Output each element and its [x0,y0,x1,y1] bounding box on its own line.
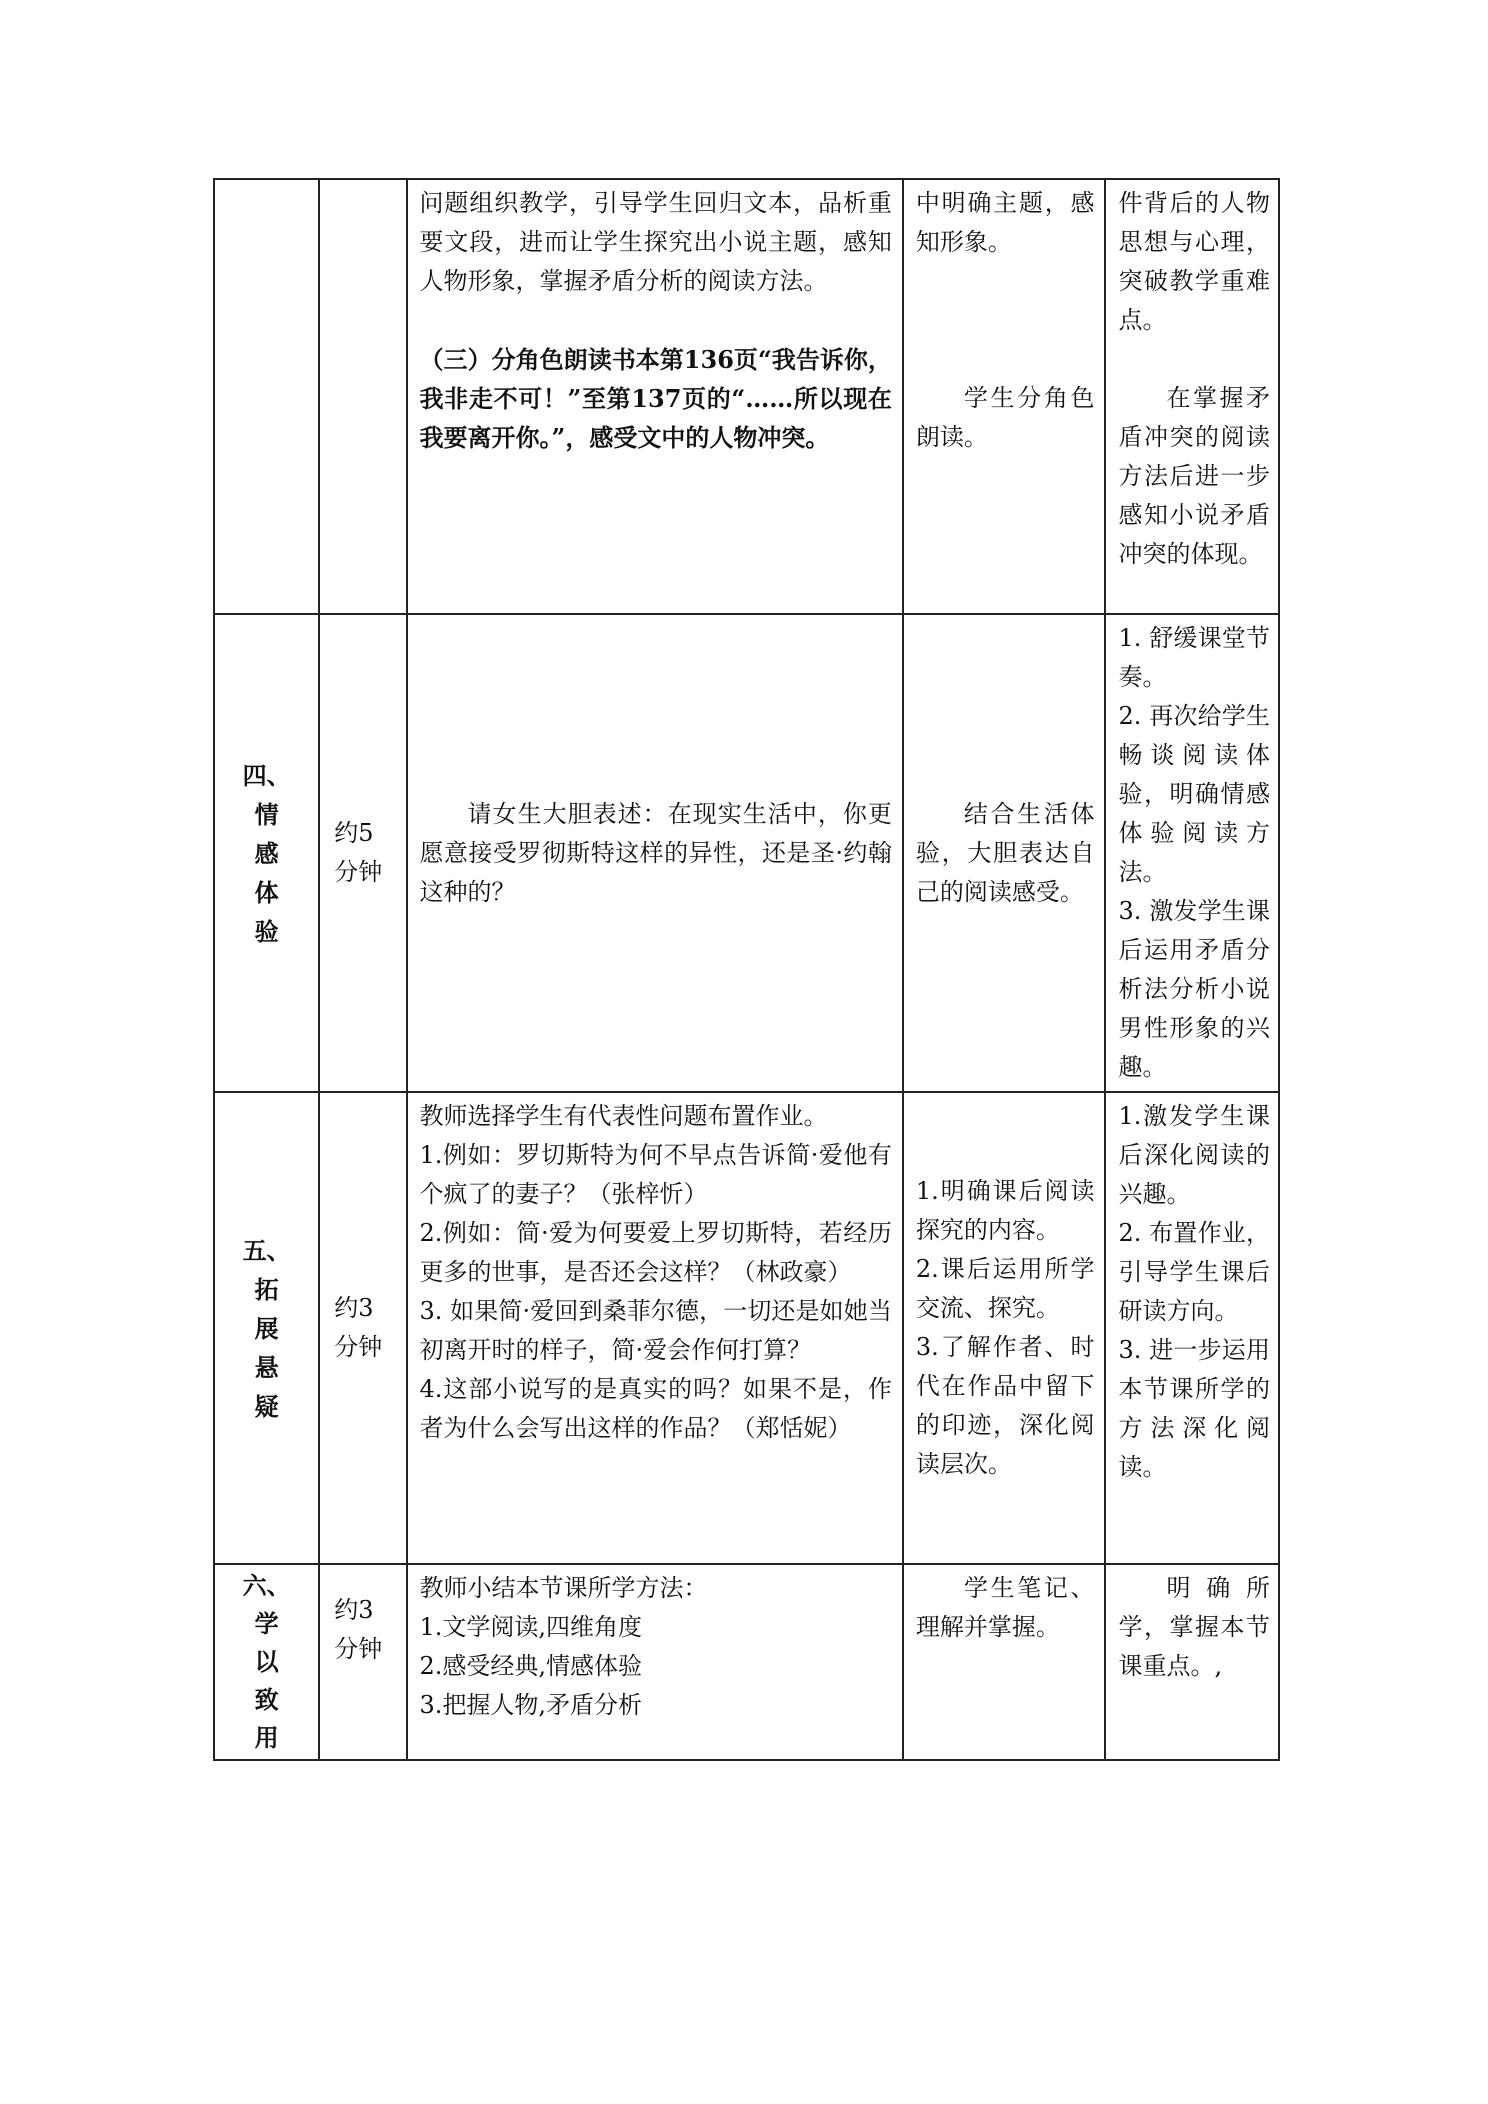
time-cell [319,179,406,614]
design-intent-cell [1105,1564,1279,1760]
table-row [214,614,1279,1092]
table-row [214,1564,1279,1760]
stage-char: 五、 [242,1235,291,1265]
intent-text: 在掌握矛盾冲突的阅读方法后进一步感知小说矛盾冲突的体现。 [1118,384,1270,568]
stage-cell [214,179,319,614]
teacher-text: （三）分角色朗读书本第136页“我告诉你，我非走不可！”至第137页的“……所以现在我要离开你。”，感受文中的人物冲突。 [419,345,892,452]
stage-char: 情 [254,799,279,829]
stage-char: 四、 [242,760,291,790]
teacher-activity-cell [407,179,903,614]
teacher-activity-cell [407,1564,903,1760]
time-text: 约3分钟 [334,1596,383,1663]
stage-char: 致 [254,1685,279,1714]
teacher-activity-cell [407,614,903,1092]
teacher-text: 3.把握人物,矛盾分析 [419,1691,643,1719]
stage-char: 六、 [242,1571,291,1600]
time-cell [319,1564,406,1760]
table-row [214,179,1279,614]
teacher-activity-cell [407,1092,903,1564]
intent-text: 3. 进一步运用本节课所学的方法深化阅读。 [1118,1336,1270,1481]
stage-char: 学 [254,1609,279,1638]
intent-text: 件背后的人物思想与心理，突破教学重难点。 [1118,189,1270,334]
stage-char: 体 [254,877,279,907]
student-text: 学生笔记、理解并掌握。 [915,1574,1095,1641]
intent-text: 2. 再次给学生畅谈阅读体验，明确情感体验阅读方法。 [1118,702,1270,886]
stage-char: 感 [254,838,279,868]
teacher-text: 2.感受经典,情感体验 [419,1652,643,1680]
stage-char: 以 [254,1647,279,1676]
teacher-text: 问题组织教学，引导学生回归文本，品析重要文段，进而让学生探究出小说主题，感知人物形象，掌握矛盾分析的阅读方法。 [419,189,892,295]
lesson-plan-table [213,178,1280,1761]
time-text: 约3分钟 [334,1294,383,1361]
teacher-text: 教师小结本节课所学方法： [419,1574,708,1602]
student-text: 中明确主题，感知形象。 [915,189,1095,256]
student-text: 2.课后运用所学交流、探究。 [915,1255,1095,1322]
time-cell [319,614,406,1092]
teacher-text: 1.例如：罗切斯特为何不早点告诉简·爱他有个疯了的妻子？（张梓忻） [419,1141,892,1208]
teacher-text: 4.这部小说写的是真实的吗？如果不是，作者为什么会写出这样的作品？（郑恬妮） [419,1375,892,1442]
stage-char: 用 [254,1723,279,1752]
student-text: 学生分角色朗读。 [915,384,1095,451]
time-cell [319,1092,406,1564]
teacher-text: 教师选择学生有代表性问题布置作业。 [419,1102,828,1130]
intent-text: 2. 布置作业，引导学生课后研读方向。 [1118,1219,1270,1325]
stage-cell [214,1092,319,1564]
time-text: 约5分钟 [334,819,383,886]
intent-text: 3. 激发学生课后运用矛盾分析法分析小说男性形象的兴趣。 [1118,897,1270,1081]
student-activity-cell [903,179,1106,614]
student-text: 3.了解作者、时代在作品中留下的印迹，深化阅读层次。 [915,1333,1095,1478]
intent-text: 1. 舒缓课堂节奏。 [1118,624,1270,691]
student-text: 1.明确课后阅读探究的内容。 [915,1177,1095,1244]
design-intent-cell [1105,1092,1279,1564]
stage-char: 拓 [254,1274,279,1304]
intent-text: 1.激发学生课后深化阅读的兴趣。 [1118,1102,1270,1208]
stage-char: 验 [254,916,279,946]
stage-char: 疑 [254,1391,279,1421]
table-row [214,1092,1279,1564]
stage-cell [214,614,319,1092]
stage-char: 悬 [254,1352,279,1382]
teacher-text: 1.文学阅读,四维角度 [419,1613,643,1641]
design-intent-cell [1105,179,1279,614]
student-activity-cell [903,1564,1106,1760]
stage-char: 展 [254,1313,279,1343]
stage-cell [214,1564,319,1760]
teacher-text: 请女生大胆表述：在现实生活中，你更愿意接受罗彻斯特这样的异性，还是圣·约翰这种的？ [419,799,892,906]
student-activity-cell [903,1092,1106,1564]
design-intent-cell [1105,614,1279,1092]
teacher-text: 3. 如果简·爱回到桑菲尔德，一切还是如她当初离开时的样子，简·爱会作何打算？ [419,1297,892,1364]
intent-text: 明确所学，掌握本节课重点。, [1118,1574,1270,1680]
student-activity-cell [903,614,1106,1092]
student-text: 结合生活体验，大胆表达自己的阅读感受。 [915,799,1095,906]
teacher-text: 2.例如：简·爱为何要爱上罗切斯特，若经历更多的世事，是否还会这样？（林政豪） [419,1219,892,1286]
